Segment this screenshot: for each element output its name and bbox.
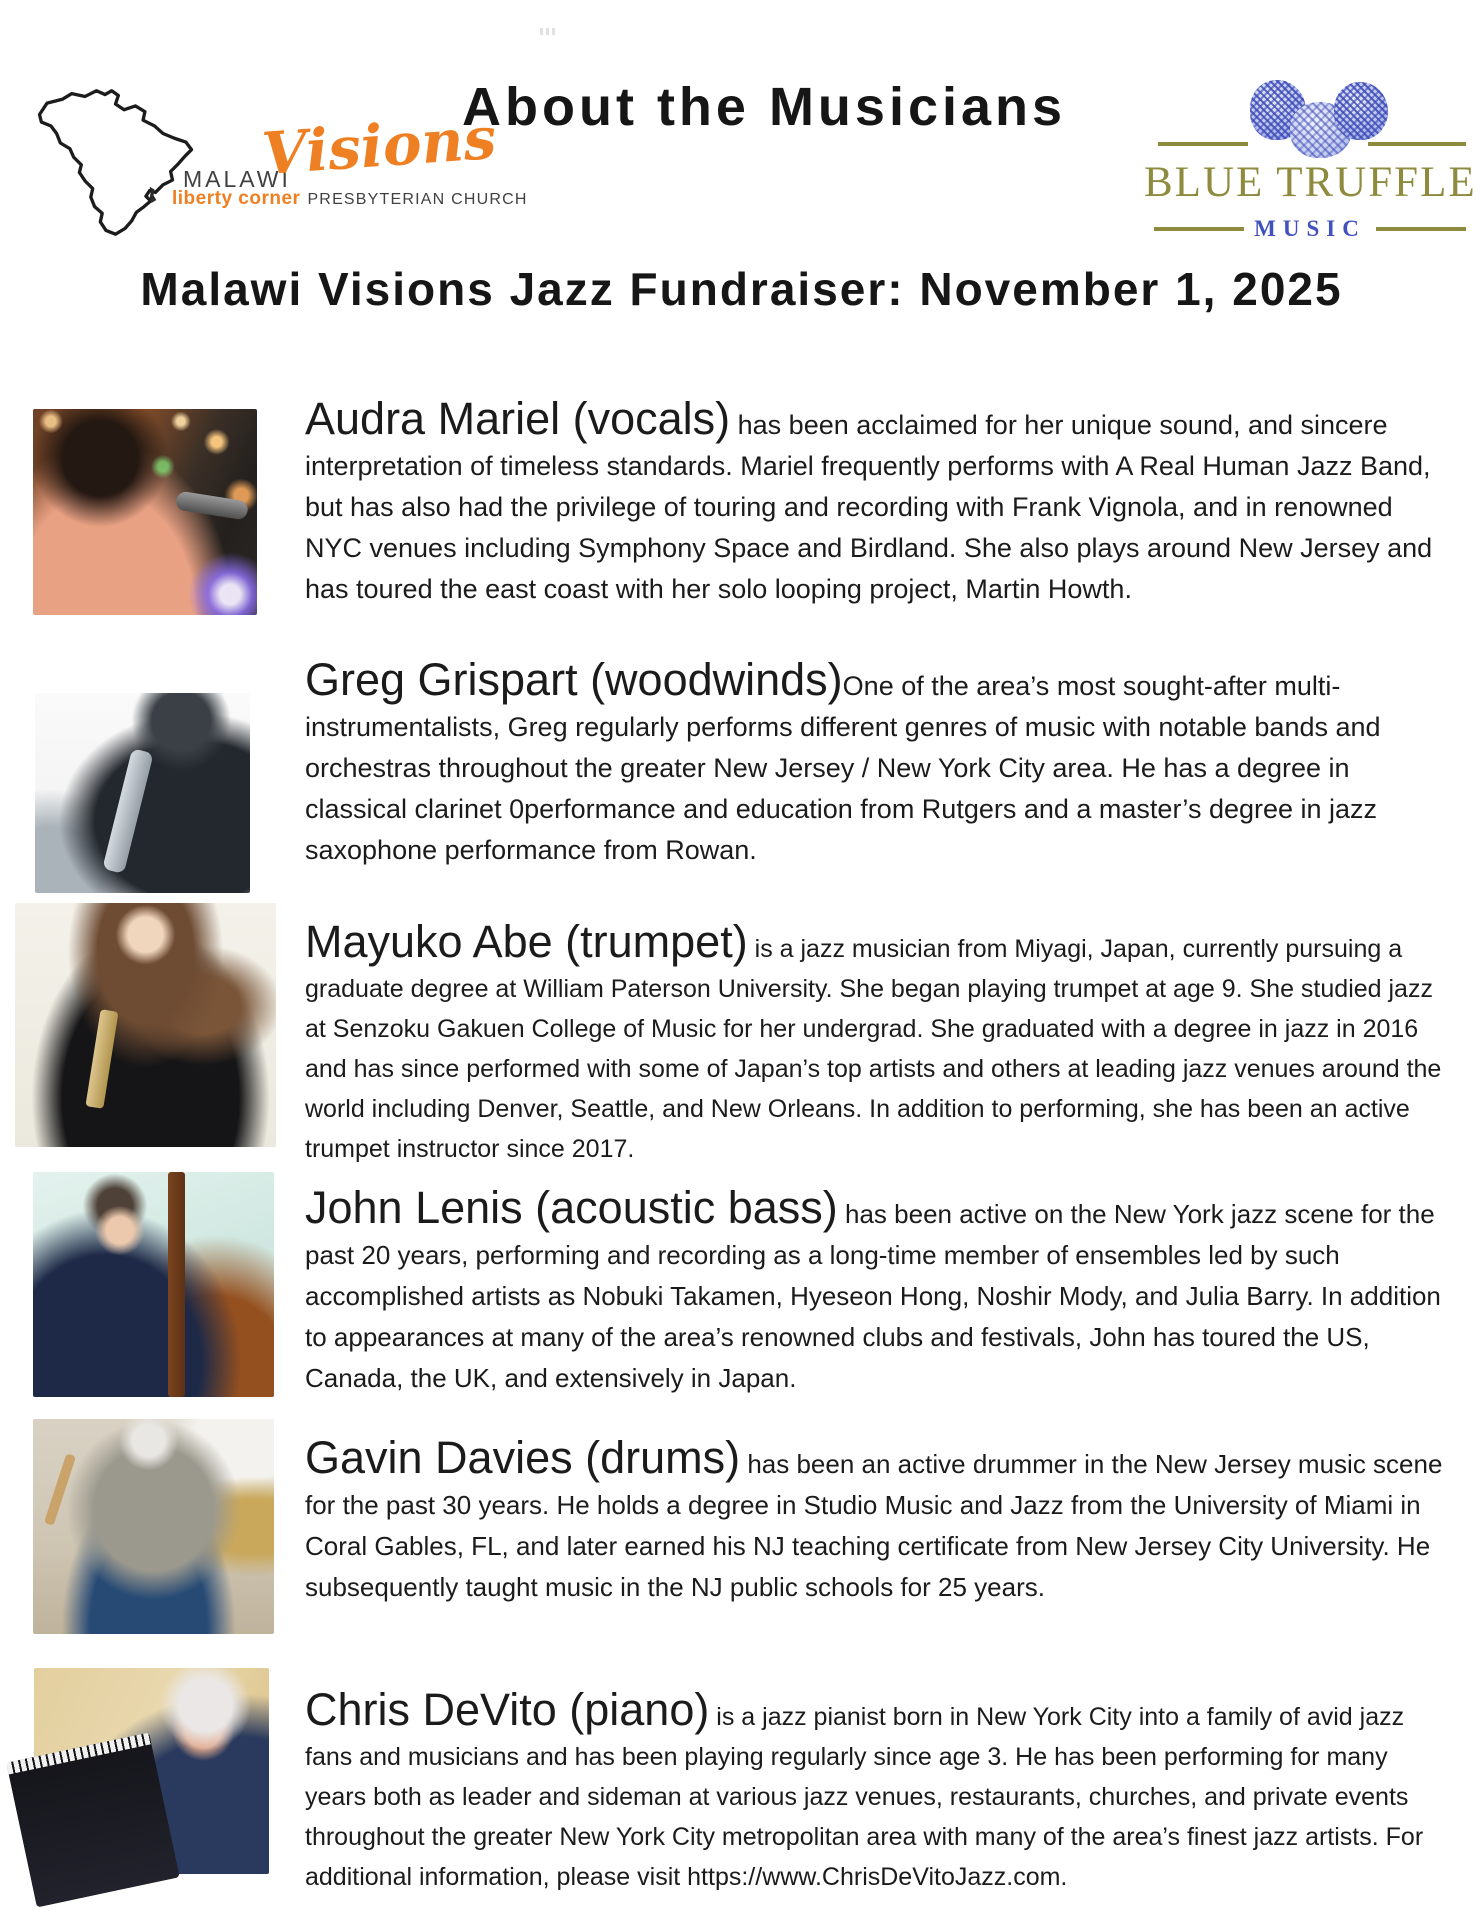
musician-text	[305, 1182, 1453, 1401]
musician-name: Gavin Davies (drums)	[305, 1432, 741, 1483]
presbyterian-church-label: PRESBYTERIAN CHURCH	[307, 191, 528, 208]
musician-photo	[34, 1668, 269, 1874]
truffle-icon	[1334, 82, 1388, 140]
africa-map-icon	[8, 86, 204, 238]
blue-truffle-music-logo	[1140, 68, 1480, 258]
event-subtitle: Malawi Visions Jazz Fundraiser: November 1, 2025	[140, 263, 1343, 315]
blue-truffle-wordmark: BLUE TRUFFLE	[1144, 159, 1477, 206]
musician-name: Audra Mariel (vocals)	[305, 393, 731, 444]
musician-photo	[33, 409, 257, 615]
musician-bio: has been an active drummer in the New Jersey music scene for the past 30 years. He holds a degree in Studio Music and Jazz from the University of Miami in Coral Gables, FL, and later earned his NJ teaching certificate from New Jersey City University. He subsequently taught music in the NJ public schools for 25 years.	[305, 1449, 1443, 1602]
musician-photo	[35, 693, 250, 893]
musician-photo	[15, 903, 276, 1147]
musician-photo	[33, 1172, 274, 1397]
musician-name: Chris DeVito (piano)	[305, 1684, 710, 1735]
rule-line	[1154, 227, 1244, 231]
musician-bio: One of the area’s most sought-after multi-instrumentalists, Greg regularly performs different genres of music with notable bands and orchestras throughout the greater New Jersey / New York City area. He has a degree in classical clarinet 0performance and education from Rutgers and a master’s degree in jazz saxophone performance from Rowan.	[305, 671, 1381, 865]
scan-artifact	[540, 28, 558, 35]
musician-bio: has been active on the New York jazz scene for the past 20 years, performing and recording as a long-time member of ensembles led by such accomplished artists as Nobuki Takamen, Hyeseon Hong, Noshir Mody, and Julia Barry. In addition to appearances at many of the area’s renowned clubs and festivals, John has toured the US, Canada, the UK, and extensively in Japan.	[305, 1199, 1441, 1393]
page-title: About the Musicians	[462, 77, 1067, 137]
musician-text	[305, 393, 1453, 612]
musician-name: Mayuko Abe (trumpet)	[305, 916, 748, 967]
rule-line	[1376, 227, 1466, 231]
music-wordmark: MUSIC	[1254, 216, 1366, 241]
musician-text	[305, 1684, 1453, 1899]
visions-wordmark: Visions	[259, 103, 499, 189]
malawi-wordmark: MALAWI	[183, 166, 291, 192]
musician-text	[305, 916, 1453, 1171]
rule-line	[1158, 142, 1248, 146]
blue-truffle-music-row	[1144, 216, 1476, 242]
musician-bio: is a jazz musician from Miyagi, Japan, currently pursuing a graduate degree at William Paterson University. She began playing trumpet at age 9. She studied jazz at Senzoku Gakuen College of Music for her undergrad. She graduated with a degree in jazz in 2016 and has since performed with some of Japan’s top artists and others at leading jazz venues around the world including Denver, Seattle, and New Orleans. In addition to performing, she has been an active trumpet instructor since 2017.	[305, 935, 1442, 1163]
musician-bio: is a jazz pianist born in New York City into a family of avid jazz fans and musicians and has been playing regularly since age 3. He has been performing for many years both as leader and sideman at various jazz venues, restaurants, churches, and private events throughout the greater New York City metropolitan area with many of the area’s finest jazz artists. For additional information, please visit https://www.ChrisDeVitoJazz.com.	[305, 1703, 1424, 1891]
malawi-logo-subline	[172, 188, 528, 210]
musician-bio: has been acclaimed for her unique sound, and sincere interpretation of timeless standards. Mariel frequently performs with A Real Human Jazz Band, but has also had the privilege of touring and recording with Frank Vignola, and in renowned NYC venues including Symphony Space and Birdland. She also plays around New Jersey and has toured the east coast with her solo looping project, Martin Howth.	[305, 410, 1433, 604]
musician-name: Greg Grispart (woodwinds)	[305, 654, 843, 705]
musician-text	[305, 654, 1453, 873]
rule-line	[1368, 142, 1466, 146]
musician-text	[305, 1432, 1453, 1610]
liberty-corner-label: liberty corner	[172, 188, 301, 209]
musician-photo	[33, 1419, 274, 1634]
musician-name: John Lenis (acoustic bass)	[305, 1182, 838, 1233]
